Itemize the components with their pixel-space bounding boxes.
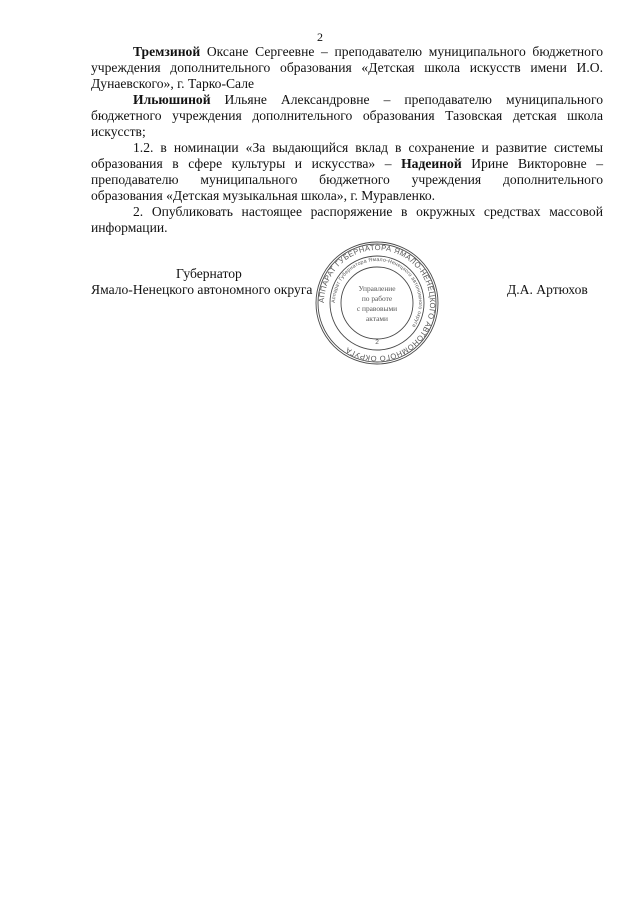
nomination-recipient-text: Ирине Викторовне – преподавателю муниципального бюджетного учреждения дополнительного образования «Детская музыкальная школа», г. Муравленко. <box>91 156 603 203</box>
seal-number: 2 <box>375 339 379 346</box>
signature-position: Губернатор <box>176 266 242 281</box>
paragraph-publish <box>91 204 603 236</box>
seal-center-line-1: Управление <box>358 284 396 293</box>
official-seal-stamp <box>314 240 440 366</box>
seal-inner-text: Аппарат Губернатора Ямало-Ненецкого автономного округа <box>330 256 424 329</box>
document-body <box>91 44 603 236</box>
page-number: 2 <box>317 30 323 44</box>
signature-title <box>91 266 312 298</box>
paragraph-tremzina <box>91 44 603 92</box>
surname-ilyushina: Ильюшиной <box>133 92 211 107</box>
surname-nadeina: Надеиной <box>401 156 462 171</box>
paragraph-ilyushina-text: Ильяне Александровне – преподавателю муниципального бюджетного учреждения дополнительного образования Тазовская детская школа искусств; <box>91 92 603 139</box>
nomination-text: 1.2. в номинации «За выдающийся вклад в сохранение и развитие системы образования в сфере культуры и искусства» – <box>91 140 603 171</box>
seal-outer-text: АППАРАТ ГУБЕРНАТОРА ЯМАЛО-НЕНЕЦКОГО АВТОНОМНОГО ОКРУГА <box>316 242 438 364</box>
paragraph-ilyushina <box>91 92 603 140</box>
surname-tremzina: Тремзиной <box>133 44 201 59</box>
seal-center-line-3: с правовыми <box>356 304 398 313</box>
paragraph-tremzina-text: Оксане Сергеевне – преподавателю муниципального бюджетного учреждения дополнительного образования «Детская школа искусств имени И.О. Дунаевского», г. Тарко-Сале <box>91 44 603 91</box>
paragraph-nomination-1-2 <box>91 140 603 204</box>
seal-center-line-4: актами <box>365 314 389 323</box>
signature-region: Ямало-Ненецкого автономного округа <box>91 282 313 297</box>
publish-text: 2. Опубликовать настоящее распоряжение в окружных средствах массовой информации. <box>91 204 603 235</box>
seal-center-line-2: по работе <box>361 294 393 303</box>
signature-name: Д.А. Артюхов <box>507 282 588 297</box>
